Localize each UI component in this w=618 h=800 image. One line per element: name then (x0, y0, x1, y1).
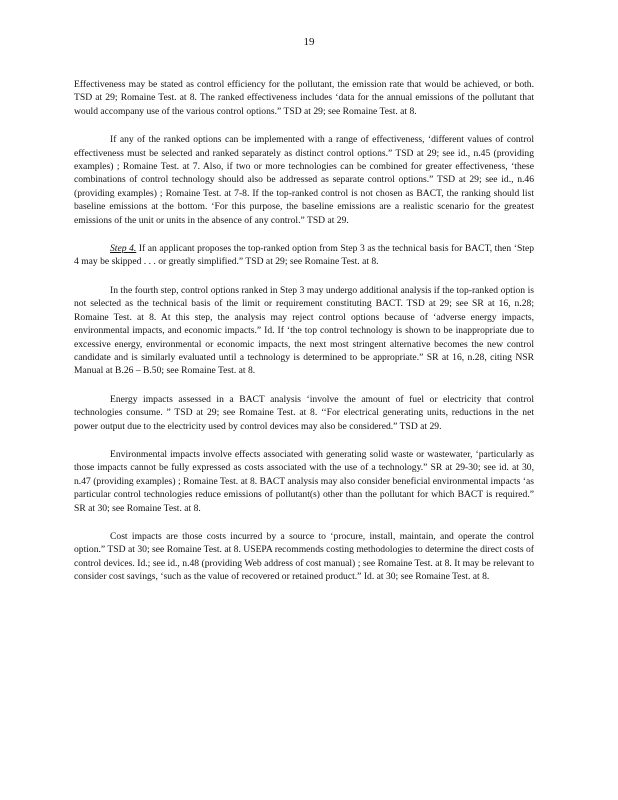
document-body (74, 78, 534, 599)
step-4-text: If an applicant proposes the top-ranked option from Step 3 as the technical basis for BACT, then ‘Step 4 may be skipped . . . or greatly simplified.” TSD at 29; see Romaine Test. at 8. (74, 243, 534, 268)
paragraph-energy-impacts: Energy impacts assessed in a BACT analysis ‘involve the amount of fuel or electricity that control technologies consume. ” TSD at 29; see Romaine Test. at 8. ‘‘For electrical generating units, reductions in the net power output due to the electricity used by control devices may also be considered.” TSD at 29. (74, 393, 534, 432)
paragraph-step-4 (74, 242, 534, 269)
page-number: 19 (303, 36, 315, 48)
paragraph-effectiveness: Effectiveness may be stated as control efficiency for the pollutant, the emission rate that would be achieved, or both. TSD at 29; Romaine Test. at 8. The ranked effectiveness includes ‘data for the annual emissions of the pollutant that would accompany use of the various control options.” TSD at 29; see Romaine Test. at 8. (74, 79, 534, 117)
paragraph-fourth-step: In the fourth step, control options ranked in Step 3 may undergo additional analysis if the top-ranked option is not selected as the technical basis of the limit or requirement constituting BACT. TSD at 29; see SR at 16, n.28; Romaine Test. at 8. At this step, the analysis may reject control options because of ‘adverse energy impacts, environmental impacts, and economic impacts.” Id. If ‘the top control technology is shown to be inappropriate due to excessive energy, environmental or economic impacts, the next most stringent alternative becomes the new control candidate and is similarly evaluated until a technology is determined to be appropriate.” SR at 16, n.28, citing NSR Manual at B.26 – B.50; see Romaine Test. at 8. (74, 284, 534, 377)
step-4-label: Step 4. (110, 243, 137, 255)
paragraph-ranked-options: If any of the ranked options can be implemented with a range of effectiveness, ‘different values of control effectiveness must be selected and ranked separately as distinct control options.” TSD at 29; see id., n.45 (providing examples) ; Romaine Test. at 7. Also, if two or more technologies can be combined for greater effectiveness, ‘these combinations of control technology should also be addressed as separate control options.” TSD at 29; see id., n.46 (providing examples) ; Romaine Test. at 7-8. If the top-ranked control is not chosen as BACT, the ranking should list baseline emissions at the bottom. ‘For this purpose, the baseline emissions are a realistic scenario for the greatest emissions of the unit or units in the absence of any control.” TSD at 29. (74, 134, 534, 226)
paragraph-environmental-impacts: Environmental impacts involve effects associated with generating solid waste or wastewater, ‘particularly as those impacts cannot be fully expressed as costs associated with the use of a technology.” SR at 29-30; see id. at 30, n.47 (providing examples) ; Romaine Test. at 8. BACT analysis may also consider beneficial environmental impacts ‘as particular control technologies reduce emissions of pollutant(s) other than the pollutant for which BACT is required.” SR at 30; see Romaine Test. at 8. (74, 448, 534, 514)
paragraph-cost-impacts: Cost impacts are those costs incurred by a source to ‘procure, install, maintain, and operate the control option.” TSD at 30; see Romaine Test. at 8. USEPA recommends costing methodologies to determine the direct costs of control devices. Id.; see id., n.48 (providing Web address of cost manual) ; see Romaine Test. at 8. It may be relevant to consider cost savings, ‘such as the value of recovered or retained product.” Id. at 30; see Romaine Test. at 8. (74, 530, 534, 583)
